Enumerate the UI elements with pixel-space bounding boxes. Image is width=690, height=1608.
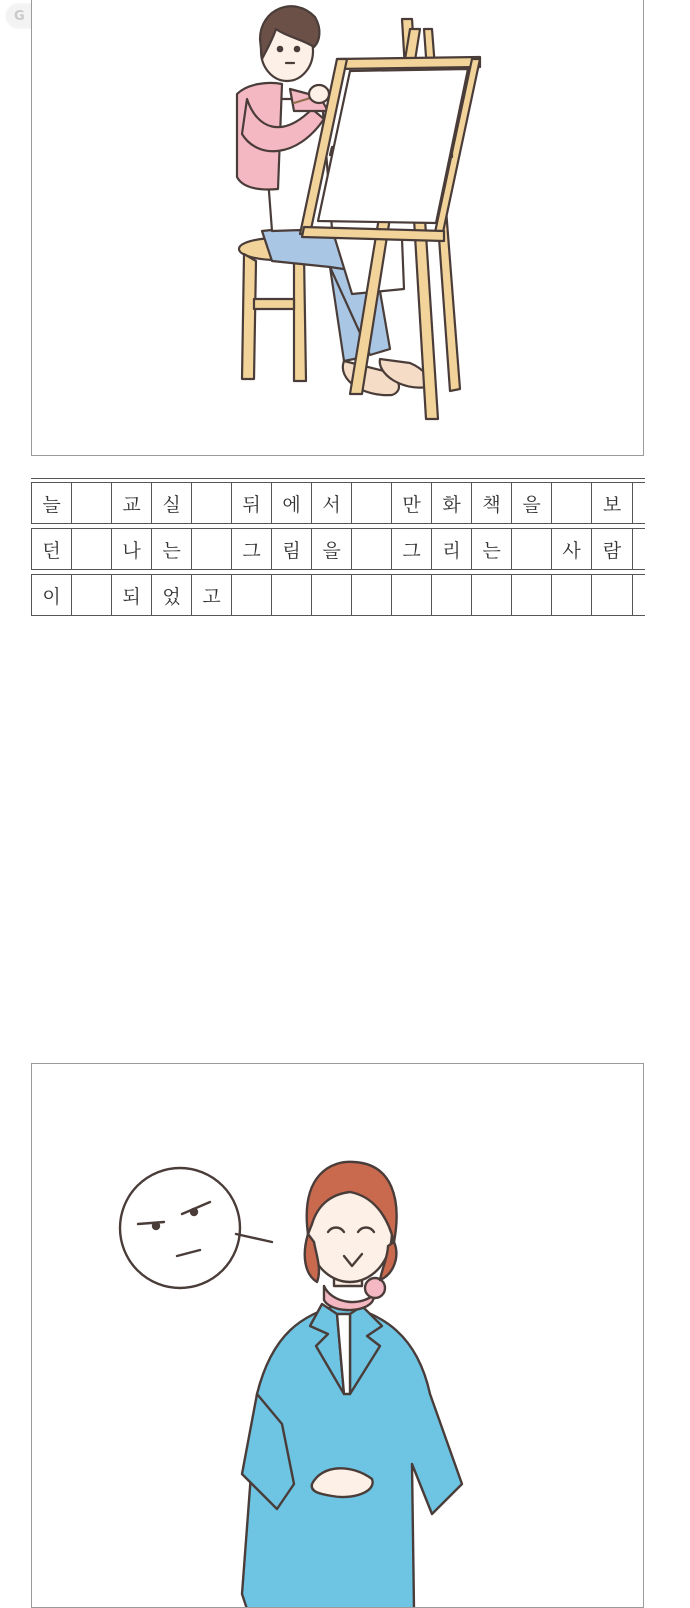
grid-cell [432, 575, 472, 615]
grid-cell [312, 575, 352, 615]
comic-panel-painting [31, 0, 644, 456]
comic-panel-teacher [31, 1063, 644, 1608]
grid-cell: 실 [152, 483, 192, 523]
grid-cell: 고 [192, 575, 232, 615]
grid-cell: 그 [392, 529, 432, 569]
thought-bubble-face [120, 1168, 240, 1288]
grid-cell: 이 [32, 575, 72, 615]
grid-row-1 [31, 482, 645, 524]
grid-cell [352, 483, 392, 523]
grid-cell [472, 575, 512, 615]
grid-cell: 에 [272, 483, 312, 523]
grid-cell: 던 [32, 529, 72, 569]
grid-row-2 [31, 528, 645, 570]
grid-cell [192, 483, 232, 523]
grid-cell: 는 [472, 529, 512, 569]
grid-cell: 늘 [32, 483, 72, 523]
grid-cell [512, 529, 552, 569]
grid-cell: 만 [392, 483, 432, 523]
grid-cell: 교 [112, 483, 152, 523]
grid-cell [552, 483, 592, 523]
grid-cell [352, 529, 392, 569]
grid-cell: 화 [432, 483, 472, 523]
grid-cell: 을 [312, 529, 352, 569]
grid-cell [272, 575, 312, 615]
grid-cell: 되 [112, 575, 152, 615]
grid-cell: 뒤 [232, 483, 272, 523]
manuscript-grid [31, 478, 645, 616]
grid-cell [392, 575, 432, 615]
grid-cell [192, 529, 232, 569]
grid-cell [72, 529, 112, 569]
grid-cell: 나 [112, 529, 152, 569]
grid-cell: 보 [592, 483, 633, 523]
grid-cell: 그 [232, 529, 272, 569]
grid-cell: 람 [592, 529, 633, 569]
grid-cell: 책 [472, 483, 512, 523]
grid-cell: 었 [152, 575, 192, 615]
grid-cell [72, 575, 112, 615]
grid-cell: 림 [272, 529, 312, 569]
grid-cell [552, 575, 592, 615]
grid-cell: 을 [512, 483, 552, 523]
grid-cell [72, 483, 112, 523]
grid-cell [592, 575, 633, 615]
grid-cell: 사 [552, 529, 592, 569]
grid-cell: 는 [152, 529, 192, 569]
grid-cell [512, 575, 552, 615]
grid-row-3 [31, 574, 645, 616]
grid-cell [352, 575, 392, 615]
painting-girl-illustration [32, 0, 643, 455]
grid-cell: 리 [432, 529, 472, 569]
teacher-illustration [32, 1064, 643, 1607]
google-g-icon: G [14, 8, 25, 24]
grid-cell [232, 575, 272, 615]
grid-cell: 서 [312, 483, 352, 523]
